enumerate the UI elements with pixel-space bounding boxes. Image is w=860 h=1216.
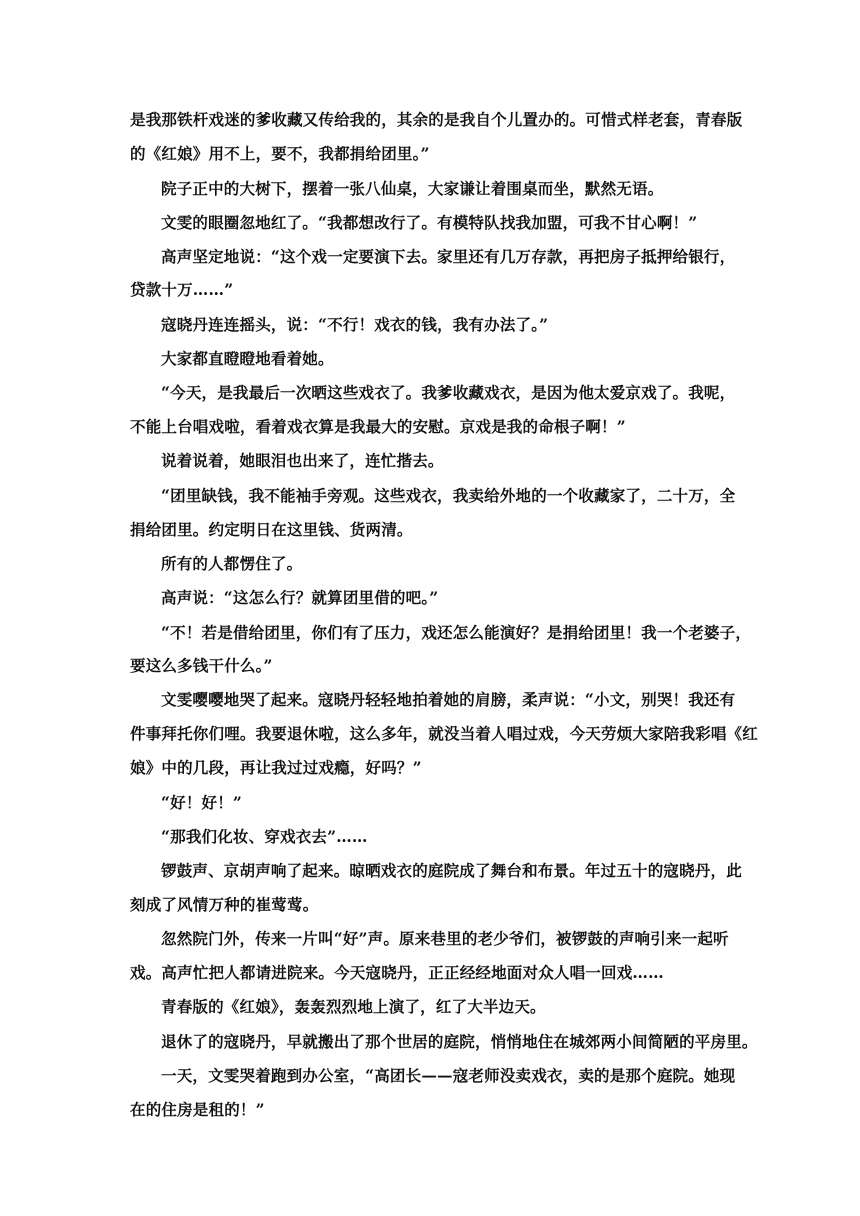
text-line: 捐给团里。约定明日在这里钱、货两清。 bbox=[130, 520, 413, 539]
text-line: 娘》中的几段，再让我过过戏瘾，好吗？” bbox=[130, 758, 422, 777]
text-line: “不！若是借给团里，你们有了压力，戏还怎么能演好？是捐给团里！我一个老婆子， bbox=[161, 623, 752, 642]
text-line: “今天，是我最后一次晒这些戏衣了。我爹收藏戏衣，是因为他太爱京戏了。我呢， bbox=[161, 383, 736, 402]
text-line: 忽然院门外，传来一片叫“好”声。原来巷里的老少爷们，被锣鼓的声响引来一起听 bbox=[161, 929, 729, 948]
text-line: 高声坚定地说：“这个戏一定要演下去。家里还有几万存款，再把房子抵押给银行， bbox=[161, 247, 736, 266]
text-line: 文雯嘤嘤地哭了起来。寇晓丹轻轻地拍着她的肩膀，柔声说：“小文，别哭！我还有 bbox=[161, 690, 736, 709]
text-line: 青春版的《红娘》，轰轰烈烈地上演了，红了大半边天。 bbox=[161, 997, 546, 1016]
text-line: 是我那铁杆戏迷的爹收藏又传给我的，其余的是我自个儿置办的。可惜式样老套，青春版 bbox=[130, 110, 743, 129]
text-line: “好！好！” bbox=[161, 793, 243, 812]
text-line: 贷款十万……” bbox=[130, 280, 234, 299]
text-line: 在的住房是租的！” bbox=[130, 1100, 265, 1119]
text-line: 退休了的寇晓丹，早就搬出了那个世居的庭院，悄悄地住在城郊两小间简陋的平房里。 bbox=[161, 1032, 758, 1051]
text-line: 大家都直瞪瞪地看着她。 bbox=[161, 349, 334, 368]
text-line: 刻成了风情万种的崔莺莺。 bbox=[130, 895, 319, 914]
text-line: 高声说：“这怎么行？就算团里借的吧。” bbox=[161, 588, 439, 607]
text-line: “那我们化妆、穿戏衣去”…… bbox=[161, 827, 368, 846]
text-line: 要这么多钱干什么。” bbox=[130, 656, 273, 675]
text-line: 的《红娘》用不上，要不，我都捐给团里。” bbox=[130, 144, 430, 163]
text-line: 一天，文雯哭着跑到办公室，“高团长——寇老师没卖戏衣，卖的是那个庭院。她现 bbox=[161, 1066, 736, 1085]
text-line: 寇晓丹连连摇头，说：“不行！戏衣的钱，我有办法了。” bbox=[161, 315, 549, 334]
text-line: 件事拜托你们哩。我要退休啦，这么多年，就没当着人唱过戏，今天劳烦大家陪我彩唱《红 bbox=[130, 724, 759, 743]
text-line: 文雯的眼圈忽地红了。“我都想改行了。有模特队找我加盟，可我不甘心啊！” bbox=[161, 213, 698, 232]
text-line: 锣鼓声、京胡声响了起来。晾晒戏衣的庭院成了舞台和布景。年过五十的寇晓丹，此 bbox=[161, 861, 742, 880]
text-line: 说着说着，她眼泪也出来了，连忙揩去。 bbox=[161, 451, 444, 470]
text-line: 戏。高声忙把人都请进院来。今天寇晓丹，正正经经地面对众人唱一回戏…… bbox=[130, 963, 664, 982]
text-line: 所有的人都愣住了。 bbox=[161, 554, 303, 573]
text-line: “团里缺钱，我不能袖手旁观。这些戏衣，我卖给外地的一个收藏家了，二十万，全 bbox=[161, 486, 736, 505]
text-line: 院子正中的大树下，摆着一张八仙桌，大家谦让着围桌而坐，默然无语。 bbox=[161, 179, 664, 198]
text-line: 不能上台唱戏啦，看着戏衣算是我最大的安慰。京戏是我的命根子啊！” bbox=[130, 417, 626, 436]
